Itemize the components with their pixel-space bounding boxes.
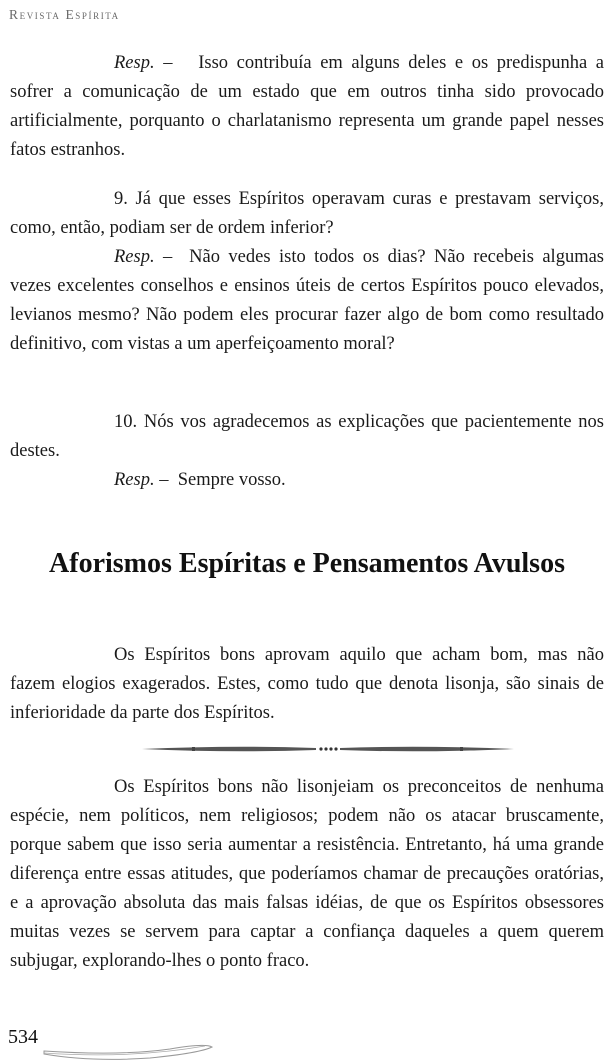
page-number: 534 xyxy=(8,1026,38,1048)
resp-label: Resp. xyxy=(114,53,155,73)
running-header: Revista Espírita xyxy=(9,7,120,22)
answer-8: Resp. – Isso contribuía em alguns deles e os predispunha a sofrer a comunicação de um estado que em outros tinha sido provocado artificialmente, porquanto o charlatanismo representa um grande papel nesses fatos estranhos. xyxy=(10,53,604,160)
answer-10: Resp. – Sempre vosso. xyxy=(114,470,286,490)
aphorism-paragraph-1: Os Espíritos bons aprovam aquilo que acham bom, mas não fazem elogios exagerados. Estes, como tudo que denota lisonja, são sinais de inferioridade da parte dos Espíritos. xyxy=(10,645,604,723)
question-9: 9. Já que esses Espíritos operavam curas e prestavam serviços, como, então, podiam ser de ordem inferior? xyxy=(10,189,604,238)
ornament-divider-icon xyxy=(138,740,518,758)
section-title: Aforismos Espíritas e Pensamentos Avulsos xyxy=(49,548,565,579)
aphorism-paragraph-2: Os Espíritos bons não lisonjeiam os preconceitos de nenhuma espécie, nem políticos, nem religiosos; podem não os atacar bruscamente, porque sabem que isso seria aumentar a resistência. Entretanto, há uma grande diferença entre essas atitudes, que poderíamos chamar de precauções oratórias, e a aprovação absoluta das mais falsas idéias, de que os Espíritos obsessores muitas vezes se servem para captar a confiança daqueles a quem querem subjugar, explorando-lhes o ponto fraco. xyxy=(10,777,604,971)
answer-8-text: Isso contribuía em alguns deles e os predispunha a sofrer a comunicação de um estado que em outros tinha sido provocado artificialmente, porquanto o charlatanismo representa um grande papel nesses fatos estranhos. xyxy=(10,53,604,160)
answer-9-text: Não vedes isto todos os dias? Não recebeis algumas vezes excelentes conselhos e ensinos úteis de certos Espíritos pouco elevados, levianos mesmo? Não podem eles procurar fazer algo de bom como resultado definitivo, com vistas a um aperfeiçoamento moral? xyxy=(10,247,604,354)
answer-10-text: Sempre vosso. xyxy=(177,470,286,490)
answer-9: Resp. – Não vedes isto todos os dias? Não recebeis algumas vezes excelentes conselhos e ensinos úteis de certos Espíritos pouco elevados, levianos mesmo? Não podem eles procurar fazer algo de bom como resultado definitivo, com vistas a um aperfeiçoamento moral? xyxy=(10,247,604,354)
resp-label: Resp. xyxy=(114,470,155,490)
question-10: 10. Nós vos agradecemos as explicações que pacientemente nos destes. xyxy=(10,412,604,461)
resp-label: Resp. xyxy=(114,247,155,267)
